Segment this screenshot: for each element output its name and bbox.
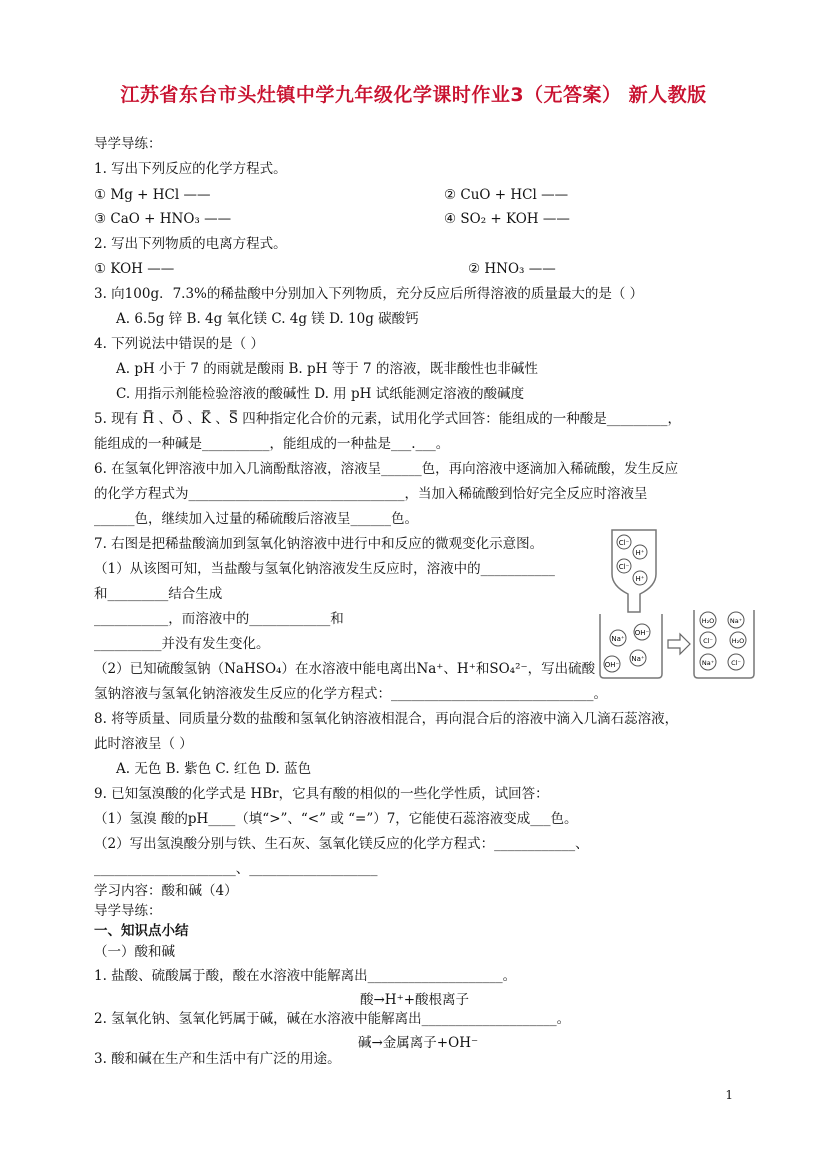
question-1: 1. 写出下列反应的化学方程式。	[94, 161, 287, 177]
q8-line-2: 此时溶液呈（ ）	[94, 736, 193, 752]
ion-label: OH⁻	[604, 661, 620, 669]
q6-line-3: ______色，继续加入过量的稀硫酸后溶液呈______色。	[94, 511, 418, 527]
q7-part-1: （1）从该图可知，当盐酸与氢氧化钠溶液发生反应时，溶液中的___________	[94, 561, 555, 577]
point-2: 2. 氢氧化钠、氢氧化钙属于碱，碱在水溶液中能解离出____________________。	[94, 1011, 571, 1027]
point-3: 3. 酸和碱在生产和生活中有广泛的用途。	[94, 1051, 341, 1067]
page-number: 1	[725, 1088, 733, 1102]
ion-label: H⁺	[635, 575, 645, 583]
q8-options: A. 无色 B. 紫色 C. 红色 D. 蓝色	[116, 761, 312, 777]
learning-content: 学习内容：酸和碱（4）	[94, 883, 238, 899]
q6-line-2: 的化学方程式为________________________________，当加入稀硫酸到恰好完全反应时溶液呈	[94, 486, 648, 502]
ion-label: Cl⁻	[618, 539, 630, 547]
acid-dissociation: 酸→H⁺+酸根离子	[360, 992, 470, 1008]
question-4: 4. 下列说法中错误的是（ ）	[94, 336, 264, 352]
ion-label: Na⁺	[701, 659, 715, 667]
section-label-2: 导学导练：	[94, 903, 162, 919]
ion-label: OH⁻	[634, 629, 650, 637]
base-dissociation: 碱→金属离子+OH⁻	[358, 1035, 479, 1051]
dropper-ions	[617, 535, 647, 585]
q7-part-1-line-4: __________并没有发生变化。	[94, 636, 270, 652]
question-6: 6. 在氢氧化钾溶液中加入几滴酚酞溶液，溶液呈______色，再向溶液中逐滴加入稀硫酸，发生反应	[94, 461, 679, 477]
question-9: 9. 已知氢溴酸的化学式是 HBr，它具有酸的相似的一些化学性质，试回答：	[94, 786, 549, 802]
q7-part-1-line-2: 和_________结合生成	[94, 586, 223, 602]
ion-label: H₂O	[701, 617, 715, 625]
q5-continued: 能组成的一种碱是__________，能组成的一种盐是___.___。	[94, 436, 450, 452]
ion-label: H₂O	[731, 637, 745, 645]
section-label: 导学导练：	[94, 136, 162, 152]
q7-part-2: （2）已知硫酸氢钠（NaHSO₄）在水溶液中能电离出Na⁺、H⁺和SO₄²⁻，写出硫酸	[94, 661, 596, 677]
point-1: 1. 盐酸、硫酸属于酸，酸在水溶液中能解离出____________________。	[94, 968, 517, 984]
q7-part-2-line-2: 氢钠溶液与氢氧化钠溶液发生反应的化学方程式：______________________________。	[94, 686, 607, 702]
beaker-before-ions	[604, 624, 650, 672]
ion-label: H⁺	[635, 549, 645, 557]
q1-item-1: ① Mg + HCl ——	[94, 187, 211, 203]
beaker-after-ions	[700, 612, 746, 670]
q1-item-4: ④ SO₂ + KOH ——	[444, 211, 570, 227]
q1-item-2: ② CuO + HCl ——	[444, 187, 569, 203]
question-2: 2. 写出下列物质的电离方程式。	[94, 236, 287, 252]
question-5: 5. 现有 H̿ 、O̿ 、K̿ 、S̿ 四种指定化合价的元素，试用化学式回答：能组成的一种酸是_________，	[94, 411, 682, 427]
q9-part-2-line-2: _____________________、___________________	[94, 861, 378, 877]
arrow-icon	[668, 634, 690, 654]
q9-part-1: （1）氢溴 酸的pH____（填“>”、“<” 或 “=”）7，它能使石蕊溶液变成___色。	[94, 811, 578, 827]
ion-label: Na⁺	[611, 635, 625, 643]
q4-options-cd: C. 用指示剂能检验溶液的酸碱性 D. 用 pH 试纸能测定溶液的酸碱度	[116, 386, 525, 402]
knowledge-summary-heading: 一、知识点小结	[94, 923, 189, 939]
q2-item-2: ② HNO₃ ——	[468, 261, 556, 277]
q7-part-1-line-3: ___________，而溶液中的____________和	[94, 611, 344, 627]
question-7: 7. 右图是把稀盐酸滴加到氢氧化钠溶液中进行中和反应的微观变化示意图。	[94, 536, 544, 552]
q2-item-1: ① KOH ——	[94, 261, 175, 277]
question-3: 3. 向100g．7.3%的稀盐酸中分别加入下列物质，充分反应后所得溶液的质量最大的是（ ）	[94, 286, 644, 302]
q9-part-2: （2）写出氢溴酸分别与铁、生石灰、氢氧化镁反应的化学方程式：____________、	[94, 836, 589, 852]
ion-label: Na⁺	[631, 655, 645, 663]
document-title: 江苏省东台市头灶镇中学九年级化学课时作业3（无答案） 新人教版	[120, 84, 707, 106]
question-8: 8. 将等质量、同质量分数的盐酸和氢氧化钠溶液相混合，再向混合后的溶液中滴入几滴石蕊溶液，	[94, 711, 679, 727]
q3-options: A. 6.5g 锌 B. 4g 氧化镁 C. 4g 镁 D. 10g 碳酸钙	[116, 311, 419, 327]
ion-label: Cl⁻	[731, 659, 741, 667]
q4-options-ab: A. pH 小于 7 的雨就是酸雨 B. pH 等于 7 的溶液，既非酸性也非碱性	[116, 361, 538, 377]
neutralization-diagram	[596, 528, 756, 680]
ion-label: Cl⁻	[703, 637, 713, 645]
q1-item-3: ③ CaO + HNO₃ ——	[94, 211, 232, 227]
subsection-acids-bases: （一）酸和碱	[94, 944, 175, 960]
ion-label: Na⁺	[729, 617, 743, 625]
ion-label: Cl⁻	[618, 563, 630, 571]
